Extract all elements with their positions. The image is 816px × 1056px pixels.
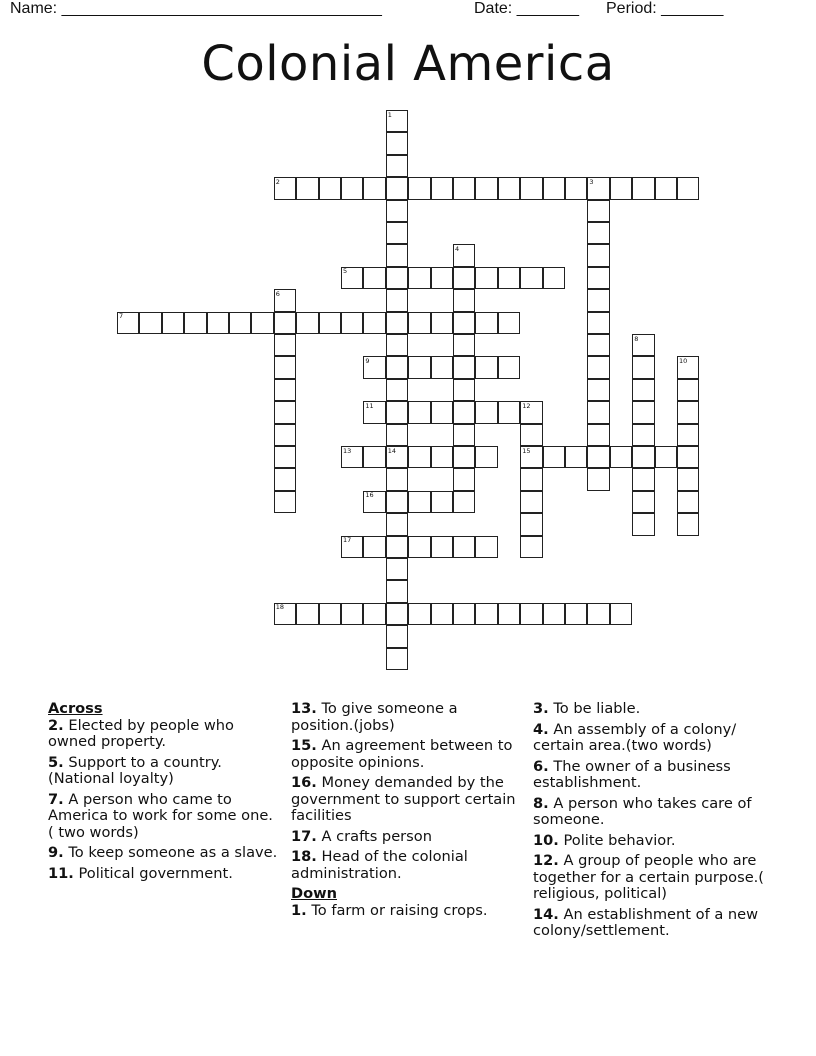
crossword-cell[interactable] bbox=[453, 289, 475, 311]
crossword-cell[interactable] bbox=[274, 356, 296, 378]
crossword-cell[interactable] bbox=[498, 312, 520, 334]
crossword-cell[interactable] bbox=[677, 446, 699, 468]
crossword-cell[interactable] bbox=[677, 177, 699, 199]
crossword-cell[interactable] bbox=[386, 244, 408, 266]
crossword-cell[interactable] bbox=[386, 334, 408, 356]
crossword-cell[interactable] bbox=[386, 312, 408, 334]
crossword-cell[interactable] bbox=[431, 491, 453, 513]
crossword-cell[interactable] bbox=[274, 468, 296, 490]
crossword-cell[interactable] bbox=[386, 401, 408, 423]
crossword-cell[interactable] bbox=[453, 603, 475, 625]
crossword-cell[interactable] bbox=[274, 379, 296, 401]
crossword-cell[interactable] bbox=[408, 312, 430, 334]
crossword-cell[interactable] bbox=[632, 379, 654, 401]
clue-down-8: 8. A person who takes care of someone. bbox=[533, 794, 752, 828]
clue-number-label: 12 bbox=[522, 401, 531, 410]
crossword-cell[interactable] bbox=[386, 625, 408, 647]
crossword-cell[interactable] bbox=[341, 603, 363, 625]
crossword-cell[interactable] bbox=[587, 379, 609, 401]
crossword-cell[interactable] bbox=[274, 312, 296, 334]
crossword-cell[interactable] bbox=[363, 177, 385, 199]
crossword-cell[interactable] bbox=[431, 603, 453, 625]
crossword-cell[interactable] bbox=[251, 312, 273, 334]
crossword-cell[interactable] bbox=[386, 513, 408, 535]
page-title: Colonial America bbox=[201, 36, 615, 92]
clue-number-label: 11 bbox=[365, 401, 374, 410]
clue-down-6: 6. The owner of a business establishment. bbox=[533, 757, 731, 791]
clue-across-7: 7. A person who came to America to work for some one. ( two words) bbox=[48, 790, 273, 841]
crossword-cell[interactable] bbox=[565, 603, 587, 625]
crossword-cell[interactable] bbox=[453, 312, 475, 334]
crossword-cell[interactable] bbox=[408, 177, 430, 199]
crossword-cell[interactable] bbox=[520, 177, 542, 199]
crossword-cell[interactable] bbox=[632, 401, 654, 423]
crossword-cell[interactable] bbox=[453, 446, 475, 468]
clue-across-11: 11. Political government. bbox=[48, 864, 233, 882]
crossword-cell[interactable] bbox=[408, 267, 430, 289]
crossword-cell[interactable] bbox=[431, 267, 453, 289]
crossword-cell[interactable] bbox=[341, 312, 363, 334]
crossword-cell[interactable] bbox=[386, 603, 408, 625]
crossword-cell[interactable] bbox=[296, 312, 318, 334]
crossword-cell[interactable] bbox=[386, 536, 408, 558]
crossword-cell[interactable] bbox=[475, 401, 497, 423]
crossword-cell[interactable] bbox=[319, 312, 341, 334]
crossword-cell[interactable] bbox=[229, 312, 251, 334]
crossword-cell[interactable] bbox=[587, 312, 609, 334]
clue-number-label: 15 bbox=[522, 446, 531, 455]
clue-down-1: 1. To farm or raising crops. bbox=[291, 901, 488, 919]
crossword-cell[interactable] bbox=[475, 356, 497, 378]
clue-down-4: 4. An assembly of a colony/ certain area.(two words) bbox=[533, 720, 737, 754]
crossword-cell[interactable] bbox=[386, 356, 408, 378]
crossword-cell[interactable] bbox=[587, 222, 609, 244]
crossword-cell[interactable] bbox=[632, 491, 654, 513]
clue-number-label: 7 bbox=[119, 312, 124, 321]
clue-number-label: 2 bbox=[275, 177, 280, 186]
crossword-cell[interactable] bbox=[498, 177, 520, 199]
crossword-cell[interactable] bbox=[386, 580, 408, 602]
crossword-cell[interactable] bbox=[408, 446, 430, 468]
crossword-cell[interactable] bbox=[632, 513, 654, 535]
crossword-cell[interactable] bbox=[363, 446, 385, 468]
crossword-cell[interactable] bbox=[431, 177, 453, 199]
crossword-cell[interactable] bbox=[274, 446, 296, 468]
crossword-cell[interactable] bbox=[386, 648, 408, 670]
crossword-cell[interactable] bbox=[587, 424, 609, 446]
crossword-cell[interactable] bbox=[677, 424, 699, 446]
crossword-cell[interactable] bbox=[520, 267, 542, 289]
clue-across-13: 13. To give someone a position.(jobs) bbox=[291, 700, 458, 734]
clue-across-2: 2. Elected by people who owned property. bbox=[48, 716, 234, 750]
crossword-cell[interactable] bbox=[274, 491, 296, 513]
crossword-cell[interactable] bbox=[453, 468, 475, 490]
crossword-cell[interactable] bbox=[453, 334, 475, 356]
crossword-cell[interactable] bbox=[296, 177, 318, 199]
crossword-cell[interactable] bbox=[408, 603, 430, 625]
crossword-cell[interactable] bbox=[587, 334, 609, 356]
crossword-cell[interactable] bbox=[207, 312, 229, 334]
clue-across-15: 15. An agreement between to opposite opinions. bbox=[291, 737, 513, 771]
clue-down-3: 3. To be liable. bbox=[533, 700, 641, 717]
crossword-cell[interactable] bbox=[408, 401, 430, 423]
clue-across-16: 16. Money demanded by the government to support certain facilities bbox=[291, 774, 516, 824]
crossword-cell[interactable] bbox=[587, 289, 609, 311]
clue-number-label: 1 bbox=[387, 110, 392, 119]
crossword-cell[interactable] bbox=[498, 603, 520, 625]
crossword-cell[interactable] bbox=[386, 155, 408, 177]
clue-number-label: 16 bbox=[365, 491, 374, 500]
crossword-cell[interactable] bbox=[498, 401, 520, 423]
name-field-label: Name: ____________________________________ bbox=[10, 0, 382, 17]
clue-down-14: 14. An establishment of a new colony/settlement. bbox=[533, 905, 759, 939]
crossword-cell[interactable] bbox=[408, 536, 430, 558]
crossword-cell[interactable] bbox=[453, 267, 475, 289]
crossword-cell[interactable] bbox=[475, 536, 497, 558]
crossword-cell[interactable] bbox=[610, 603, 632, 625]
crossword-cell[interactable] bbox=[386, 200, 408, 222]
clue-across-9: 9. To keep someone as a slave. bbox=[48, 844, 278, 861]
crossword-cell[interactable] bbox=[386, 468, 408, 490]
crossword-cell[interactable] bbox=[677, 468, 699, 490]
crossword-cell[interactable] bbox=[632, 446, 654, 468]
crossword-cell[interactable] bbox=[632, 356, 654, 378]
crossword-cell[interactable] bbox=[386, 267, 408, 289]
crossword-cell[interactable] bbox=[386, 132, 408, 154]
clue-number-label: 4 bbox=[455, 244, 460, 253]
crossword-cell[interactable] bbox=[386, 424, 408, 446]
crossword-cell[interactable] bbox=[386, 558, 408, 580]
crossword-cell[interactable] bbox=[677, 379, 699, 401]
crossword-cell[interactable] bbox=[319, 603, 341, 625]
crossword-cell[interactable] bbox=[453, 356, 475, 378]
clue-across-17: 17. A crafts person bbox=[291, 827, 432, 845]
crossword-cell[interactable] bbox=[610, 446, 632, 468]
clue-across-5: 5. Support to a country.(National loyalty) bbox=[48, 753, 222, 787]
crossword-cell[interactable] bbox=[543, 603, 565, 625]
crossword-cell[interactable] bbox=[677, 491, 699, 513]
clue-number-label: 9 bbox=[365, 356, 370, 365]
crossword-cell[interactable] bbox=[386, 177, 408, 199]
crossword-cell[interactable] bbox=[431, 312, 453, 334]
crossword-cell[interactable] bbox=[587, 267, 609, 289]
crossword-cell[interactable] bbox=[363, 536, 385, 558]
crossword-cell[interactable] bbox=[543, 446, 565, 468]
crossword-cell[interactable] bbox=[296, 603, 318, 625]
crossword-cell[interactable] bbox=[632, 468, 654, 490]
crossword-cell[interactable] bbox=[520, 491, 542, 513]
clue-across-18: 18. Head of the colonial administration. bbox=[291, 848, 468, 882]
crossword-cell[interactable] bbox=[587, 200, 609, 222]
clue-number-label: 10 bbox=[679, 356, 688, 365]
crossword-cell[interactable] bbox=[498, 267, 520, 289]
crossword-cell[interactable] bbox=[520, 536, 542, 558]
crossword-cell[interactable] bbox=[587, 603, 609, 625]
crossword-cell[interactable] bbox=[274, 401, 296, 423]
crossword-cell[interactable] bbox=[431, 401, 453, 423]
crossword-cell[interactable] bbox=[475, 312, 497, 334]
crossword-cell[interactable] bbox=[498, 356, 520, 378]
crossword-cell[interactable] bbox=[386, 491, 408, 513]
crossword-cell[interactable] bbox=[610, 177, 632, 199]
crossword-cell[interactable] bbox=[520, 468, 542, 490]
crossword-cell[interactable] bbox=[655, 177, 677, 199]
crossword-cell[interactable] bbox=[543, 177, 565, 199]
crossword-cell[interactable] bbox=[587, 356, 609, 378]
crossword-cell[interactable] bbox=[386, 289, 408, 311]
crossword-cell[interactable] bbox=[162, 312, 184, 334]
clue-number-label: 6 bbox=[275, 289, 280, 298]
clue-number-label: 13 bbox=[343, 446, 352, 455]
crossword-cell[interactable] bbox=[565, 177, 587, 199]
crossword-cell[interactable] bbox=[475, 603, 497, 625]
crossword-cell[interactable] bbox=[184, 312, 206, 334]
crossword-cell[interactable] bbox=[386, 379, 408, 401]
clues-column-2 bbox=[291, 701, 521, 923]
crossword-cell[interactable] bbox=[139, 312, 161, 334]
clue-number-label: 3 bbox=[589, 177, 594, 186]
crossword-cell[interactable] bbox=[431, 536, 453, 558]
clue-down-10: 10. Polite behavior. bbox=[533, 831, 676, 849]
crossword-cell[interactable] bbox=[453, 177, 475, 199]
down-heading: Down bbox=[291, 885, 338, 902]
across-heading: Across bbox=[48, 700, 103, 717]
crossword-cell[interactable] bbox=[386, 222, 408, 244]
crossword-cell[interactable] bbox=[677, 401, 699, 423]
crossword-cell[interactable] bbox=[520, 603, 542, 625]
crossword-cell[interactable] bbox=[431, 446, 453, 468]
clue-down-12: 12. A group of people who are together for a certain purpose.( religious, political) bbox=[533, 852, 764, 902]
crossword-cell[interactable] bbox=[677, 513, 699, 535]
crossword-cell[interactable] bbox=[453, 401, 475, 423]
clue-number-label: 8 bbox=[634, 334, 639, 343]
crossword-cell[interactable] bbox=[587, 401, 609, 423]
crossword-cell[interactable] bbox=[520, 513, 542, 535]
clue-number-label: 18 bbox=[275, 603, 285, 612]
crossword-cell[interactable] bbox=[363, 267, 385, 289]
crossword-cell[interactable] bbox=[520, 424, 542, 446]
date-field-label: Date: _______ bbox=[474, 0, 579, 17]
crossword-cell[interactable] bbox=[587, 446, 609, 468]
crossword-cell[interactable] bbox=[453, 379, 475, 401]
crossword-cell[interactable] bbox=[341, 177, 363, 199]
clue-number-label: 5 bbox=[343, 267, 348, 276]
crossword-cell[interactable] bbox=[632, 177, 654, 199]
crossword-cell[interactable] bbox=[363, 603, 385, 625]
crossword-cell[interactable] bbox=[319, 177, 341, 199]
crossword-cell[interactable] bbox=[408, 491, 430, 513]
crossword-cell[interactable] bbox=[655, 446, 677, 468]
clues-column-1 bbox=[48, 701, 278, 886]
crossword-cell[interactable] bbox=[453, 491, 475, 513]
clue-number-label: 14 bbox=[387, 446, 397, 455]
crossword-cell[interactable] bbox=[274, 334, 296, 356]
crossword-cell[interactable] bbox=[565, 446, 587, 468]
crossword-cell[interactable] bbox=[274, 424, 296, 446]
crossword-cell[interactable] bbox=[453, 536, 475, 558]
crossword-cell[interactable] bbox=[453, 424, 475, 446]
crossword-cell[interactable] bbox=[587, 244, 609, 266]
crossword-cell[interactable] bbox=[408, 356, 430, 378]
crossword-cell[interactable] bbox=[431, 356, 453, 378]
period-field-label: Period: _______ bbox=[606, 0, 724, 17]
crossword-cell[interactable] bbox=[475, 177, 497, 199]
crossword-cell[interactable] bbox=[587, 468, 609, 490]
crossword-cell[interactable] bbox=[363, 312, 385, 334]
crossword-cell[interactable] bbox=[475, 446, 497, 468]
crossword-cell[interactable] bbox=[475, 267, 497, 289]
clues-column-3 bbox=[533, 701, 768, 944]
crossword-cell[interactable] bbox=[543, 267, 565, 289]
clue-number-label: 17 bbox=[343, 536, 352, 545]
crossword-cell[interactable] bbox=[632, 424, 654, 446]
